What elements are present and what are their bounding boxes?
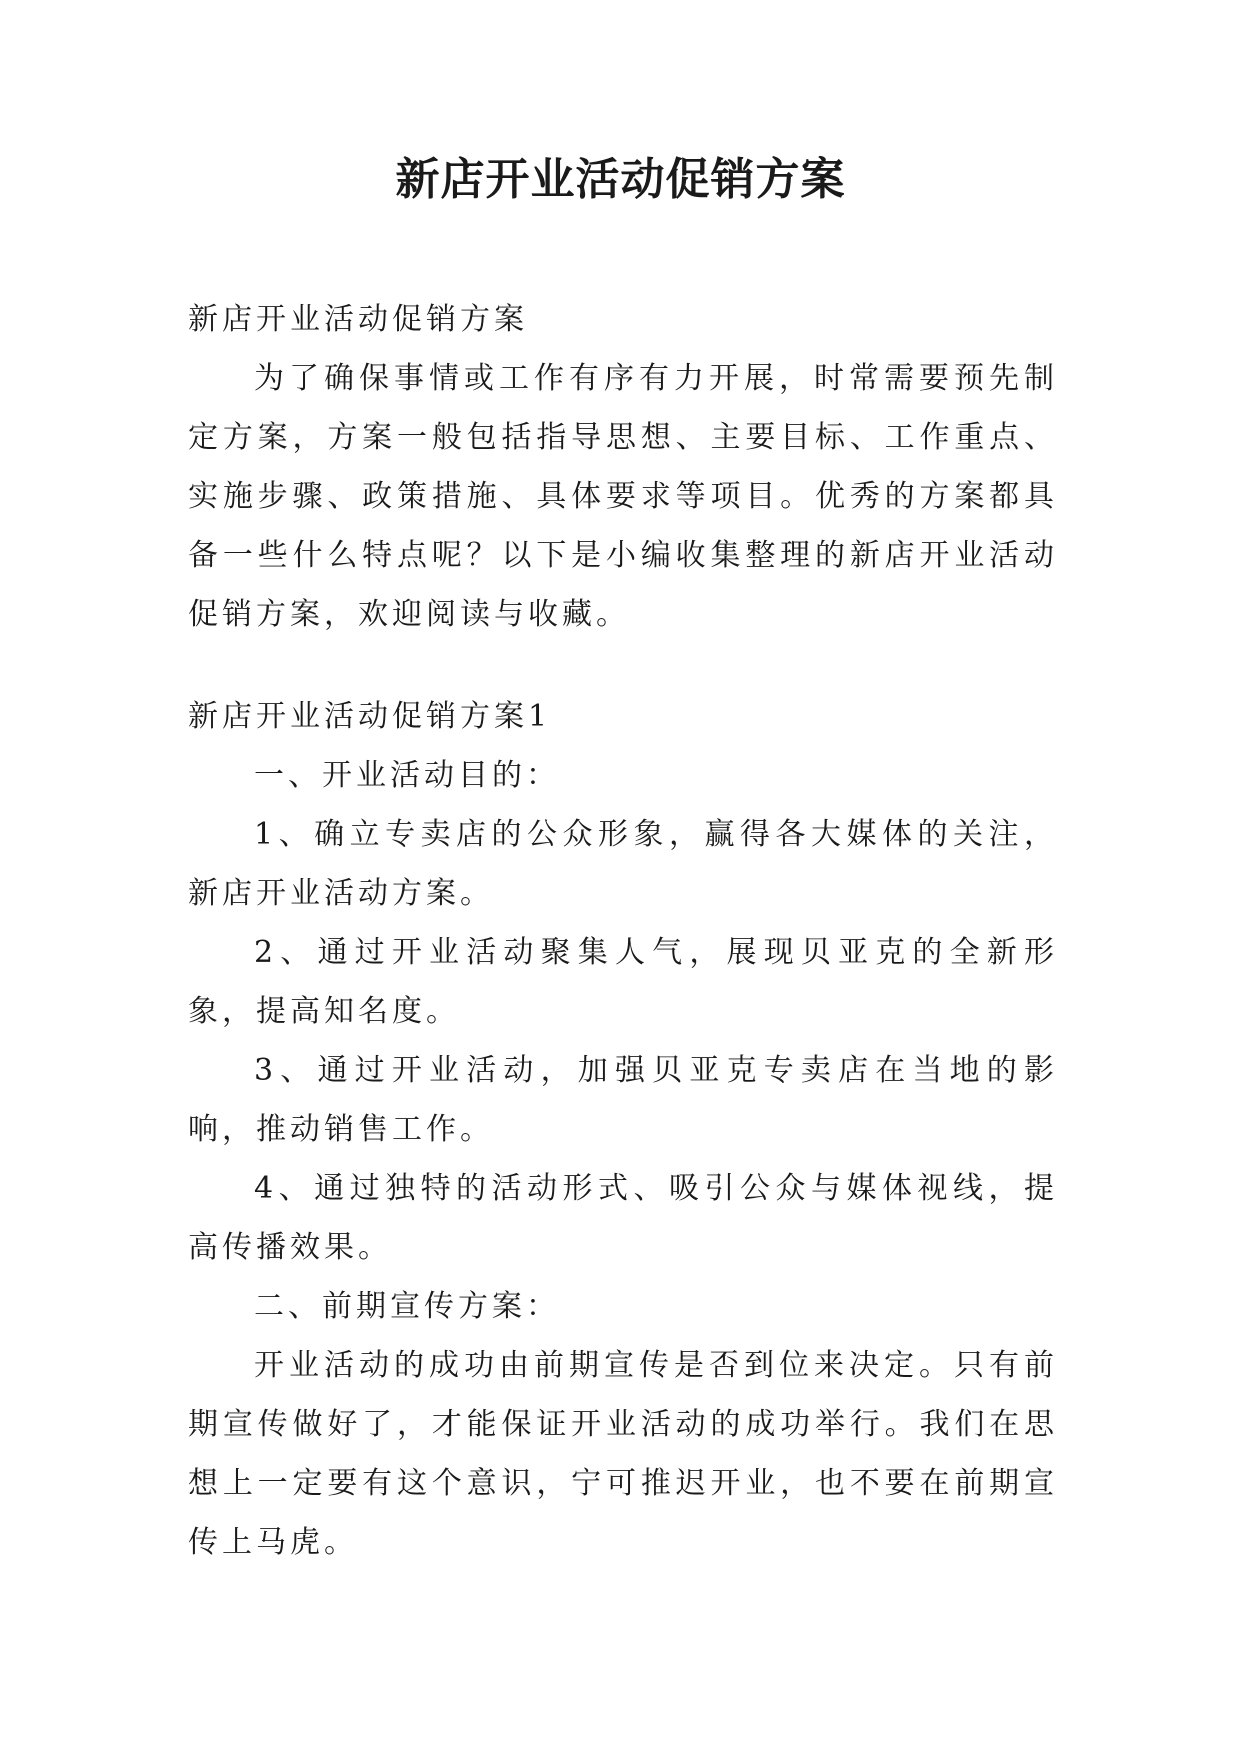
list-item: 1、确立专卖店的公众形象，赢得各大媒体的关注，新店开业活动方案。 — [188, 817, 1058, 911]
intro-paragraph: 为了确保事情或工作有序有力开展，时常需要预先制定方案，方案一般包括指导思想、主要目标、工作重点、实施步骤、政策措施、具体要求等项目。优秀的方案都具备一些什么特点呢？以下是小编收集整理的新店开业活动促销方案，欢迎阅读与收藏。 — [188, 361, 1058, 632]
document-body — [188, 290, 1058, 1572]
body-paragraph: 开业活动的成功由前期宣传是否到位来决定。只有前期宣传做好了，才能保证开业活动的成功举行。我们在思想上一定要有这个意识，宁可推迟开业，也不要在前期宣传上马虎。 — [188, 1348, 1058, 1560]
section-spacer — [188, 644, 1058, 687]
list-item: 2、通过开业活动聚集人气，展现贝亚克的全新形象，提高知名度。 — [188, 935, 1058, 1029]
part-heading: 二、前期宣传方案： — [254, 1289, 560, 1324]
section-heading: 新店开业活动促销方案1 — [188, 699, 552, 734]
list-item: 3、通过开业活动，加强贝亚克专卖店在当地的影响，推动销售工作。 — [188, 1053, 1058, 1147]
part-heading: 一、开业活动目的： — [254, 758, 560, 793]
document-title: 新店开业活动促销方案 — [395, 154, 846, 205]
intro-heading: 新店开业活动促销方案 — [188, 302, 528, 337]
list-item: 4、通过独特的活动形式、吸引公众与媒体视线，提高传播效果。 — [188, 1171, 1058, 1265]
